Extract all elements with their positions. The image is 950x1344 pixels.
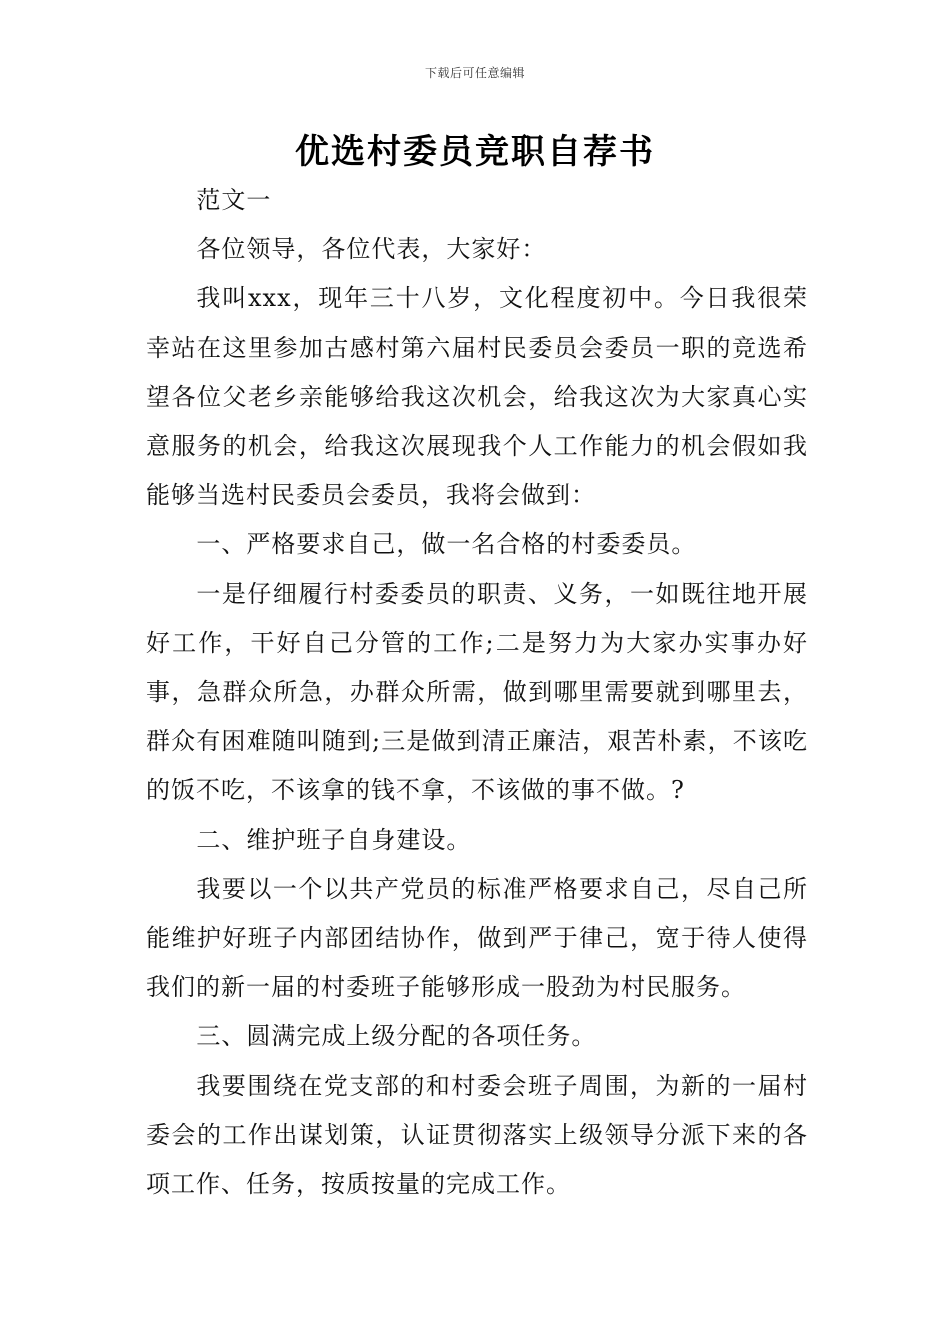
- paragraph-section-1: 一是仔细履行村委委员的职责、义务，一如既往地开展好工作，干好自己分管的工作;二是努力为大家办实事办好事，急群众所急，办群众所需，做到哪里需要就到哪里去，群众有困难随叫随到;三是做到清正廉洁，艰苦朴素，不该吃的饭不吃，不该拿的钱不拿，不该做的事不做。?: [146, 579, 808, 805]
- section-heading-2: 二、维护班子自身建设。: [196, 825, 472, 854]
- paragraph-section-3: 我要围绕在党支部的和村委会班子周围，为新的一届村委会的工作出谋划策，认证贯彻落实上级领导分派下来的各项工作、任务，按质按量的完成工作。: [146, 1071, 808, 1199]
- document-body: [146, 176, 808, 1209]
- paragraph-greeting: 各位领导，各位代表，大家好：: [196, 235, 547, 264]
- paragraph-sample-label: 范文一: [196, 186, 272, 214]
- paragraph-introduction: 我叫xxx，现年三十八岁，文化程度初中。今日我很荣幸站在这里参加古感村第六届村民委员会委员一职的竞选希望各位父老乡亲能够给我这次机会，给我这次为大家真心实意服务的机会，给我这次展现我个人工作能力的机会假如我能够当选村民委员会委员，我将会做到：: [146, 284, 808, 510]
- section-heading-3: 三、圆满完成上级分配的各项任务。: [196, 1022, 597, 1051]
- section-heading-1: 一、严格要求自己，做一名合格的村委委员。: [196, 530, 697, 559]
- paragraph-section-2: 我要以一个以共产党员的标准严格要求自己，尽自己所能维护好班子内部团结协作，做到严于律己，宽于待人使得我们的新一届的村委班子能够形成一股劲为村民服务。: [146, 874, 808, 1002]
- document-title: 优选村委员竞职自荐书: [295, 132, 655, 172]
- header-note: 下载后可任意编辑: [424, 66, 525, 80]
